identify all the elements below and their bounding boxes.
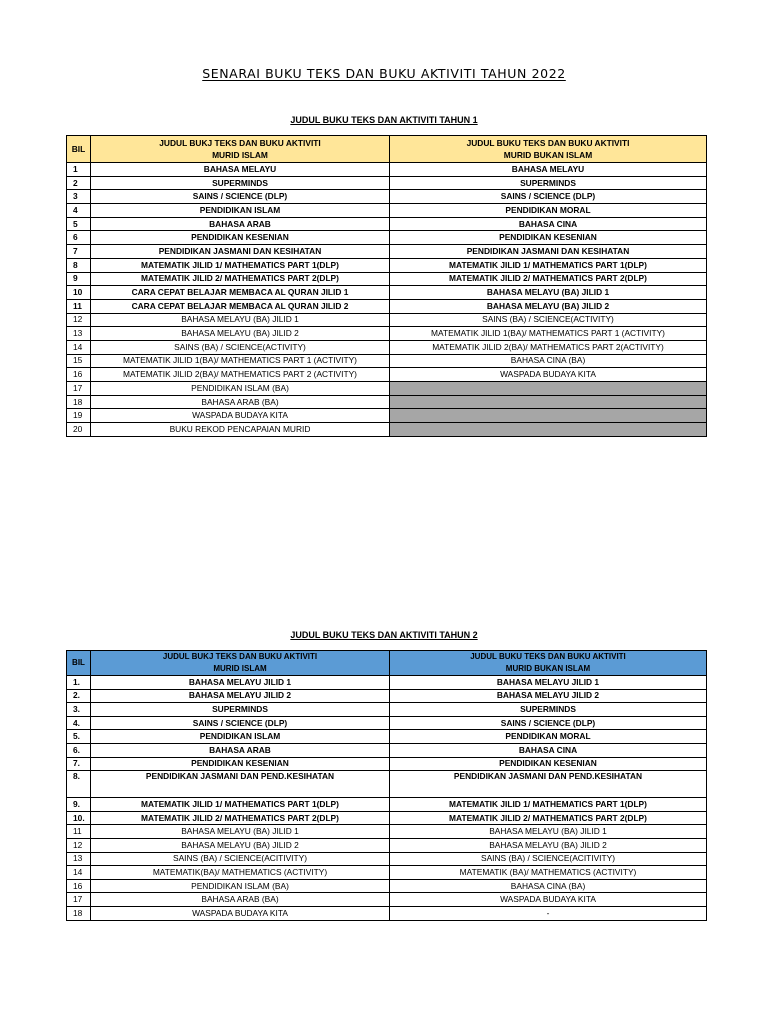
cell-murid-bukan-islam: SAINS / SCIENCE (DLP) [390,716,707,730]
cell-murid-bukan-islam: BAHASA MELAYU (BA) JILID 1 [390,286,707,300]
table-header-row [67,136,707,163]
table-row [67,299,707,313]
cell-bil: 15 [67,354,91,368]
cell-murid-bukan-islam: MATEMATIK JILID 1(BA)/ MATHEMATICS PART 1 (ACTIVITY) [390,327,707,341]
header-murid-bukan-islam [390,136,707,163]
cell-murid-islam: BAHASA MELAYU [91,163,390,177]
cell-murid-bukan-islam: MATEMATIK JILID 2(BA)/ MATHEMATICS PART 2(ACTIVITY) [390,340,707,354]
cell-murid-islam: MATEMATIK JILID 1(BA)/ MATHEMATICS PART 1 (ACTIVITY) [91,354,390,368]
cell-murid-bukan-islam: WASPADA BUDAYA KITA [390,368,707,382]
cell-murid-bukan-islam: SAINS (BA) / SCIENCE(ACITIVITY) [390,852,707,866]
cell-bil: 11 [67,299,91,313]
cell-murid-islam: PENDIDIKAN KESENIAN [91,757,390,771]
cell-bil: 3 [67,190,91,204]
table-row [67,771,707,798]
cell-murid-islam: MATEMATIK JILID 1/ MATHEMATICS PART 1(DLP) [91,258,390,272]
cell-murid-islam: PENDIDIKAN ISLAM [91,730,390,744]
cell-murid-bukan-islam: BAHASA CINA (BA) [390,879,707,893]
cell-bil: 13 [67,852,91,866]
header-murid-islam [91,651,390,676]
cell-murid-bukan-islam: PENDIDIKAN MORAL [390,204,707,218]
table-row [67,163,707,177]
cell-murid-bukan-islam: BAHASA MELAYU JILID 1 [390,676,707,690]
cell-murid-islam: BAHASA ARAB (BA) [91,395,390,409]
table-row [67,798,707,812]
cell-bil: 5. [67,730,91,744]
cell-bil: 20 [67,423,91,437]
cell-bil: 16 [67,879,91,893]
cell-bil: 18 [67,906,91,920]
cell-murid-islam: PENDIDIKAN ISLAM (BA) [91,382,390,396]
table-row [67,703,707,717]
cell-murid-bukan-islam: PENDIDIKAN JASMANI DAN KESIHATAN [390,245,707,259]
cell-murid-islam: WASPADA BUDAYA KITA [91,906,390,920]
section-title-tahun-1: JUDUL BUKU TEKS DAN AKTIVITI TAHUN 1 [290,115,478,125]
cell-murid-bukan-islam: PENDIDIKAN MORAL [390,730,707,744]
document-title: SENARAI BUKU TEKS DAN BUKU AKTIVITI TAHUN 2022 [202,66,566,81]
cell-bil: 10. [67,811,91,825]
cell-murid-bukan-islam [390,423,707,437]
cell-murid-bukan-islam: PENDIDIKAN KESENIAN [390,231,707,245]
cell-bil: 5 [67,217,91,231]
cell-murid-islam: MATEMATIK JILID 2/ MATHEMATICS PART 2(DLP) [91,272,390,286]
table-row [67,716,707,730]
cell-murid-bukan-islam: BAHASA MELAYU JILID 2 [390,689,707,703]
cell-murid-bukan-islam: MATEMATIK JILID 2/ MATHEMATICS PART 2(DLP) [390,272,707,286]
cell-murid-islam: BAHASA MELAYU (BA) JILID 2 [91,838,390,852]
cell-bil: 1. [67,676,91,690]
cell-murid-islam: CARA CEPAT BELAJAR MEMBACA AL QURAN JILID 2 [91,299,390,313]
cell-murid-islam: PENDIDIKAN ISLAM [91,204,390,218]
cell-murid-bukan-islam: SAINS (BA) / SCIENCE(ACTIVITY) [390,313,707,327]
header-line: MURID BUKAN ISLAM [505,664,591,673]
cell-bil: 1 [67,163,91,177]
table-header-row [67,651,707,676]
table-row [67,231,707,245]
cell-murid-islam: SUPERMINDS [91,703,390,717]
table-row [67,879,707,893]
header-murid-islam [91,136,390,163]
cell-bil: 11 [67,825,91,839]
table-row [67,272,707,286]
table-row [67,811,707,825]
table-row [67,327,707,341]
cell-murid-bukan-islam: SAINS / SCIENCE (DLP) [390,190,707,204]
cell-murid-islam: MATEMATIK JILID 1/ MATHEMATICS PART 1(DLP) [91,798,390,812]
cell-murid-bukan-islam: MATEMATIK (BA)/ MATHEMATICS (ACTIVITY) [390,866,707,880]
table-row [67,409,707,423]
cell-murid-islam: BUKU REKOD PENCAPAIAN MURID [91,423,390,437]
table-row [67,204,707,218]
header-line: JUDUL BUKU TEKS DAN BUKU AKTIVITI [466,138,630,148]
cell-bil: 7. [67,757,91,771]
cell-murid-islam: BAHASA MELAYU (BA) JILID 2 [91,327,390,341]
table-row [67,368,707,382]
table-row [67,825,707,839]
cell-murid-bukan-islam: BAHASA MELAYU (BA) JILID 1 [390,825,707,839]
cell-bil: 4. [67,716,91,730]
cell-bil: 3. [67,703,91,717]
cell-murid-islam: PENDIDIKAN JASMANI DAN KESIHATAN [91,245,390,259]
cell-bil: 6. [67,743,91,757]
cell-murid-islam: SAINS (BA) / SCIENCE(ACITIVITY) [91,852,390,866]
table-row [67,258,707,272]
cell-bil: 4 [67,204,91,218]
cell-murid-bukan-islam [390,409,707,423]
table-row [67,176,707,190]
table-row [67,676,707,690]
cell-murid-bukan-islam: BAHASA MELAYU [390,163,707,177]
cell-murid-islam: BAHASA ARAB (BA) [91,893,390,907]
cell-murid-islam: BAHASA ARAB [91,217,390,231]
cell-bil: 2. [67,689,91,703]
table-row [67,730,707,744]
cell-murid-islam: PENDIDIKAN JASMANI DAN PEND.KESIHATAN [91,771,390,798]
cell-murid-islam: BAHASA MELAYU (BA) JILID 1 [91,313,390,327]
cell-murid-bukan-islam: BAHASA MELAYU (BA) JILID 2 [390,838,707,852]
header-line: MURID ISLAM [212,150,268,160]
table-tahun-2 [66,650,707,921]
section-title-tahun-2: JUDUL BUKU TEKS DAN AKTIVITI TAHUN 2 [290,630,478,640]
table-row [67,852,707,866]
header-line: MURID ISLAM [213,664,267,673]
cell-murid-islam: MATEMATIK(BA)/ MATHEMATICS (ACTIVITY) [91,866,390,880]
cell-bil: 12 [67,838,91,852]
table-row [67,893,707,907]
cell-murid-bukan-islam: MATEMATIK JILID 1/ MATHEMATICS PART 1(DLP) [390,798,707,812]
cell-bil: 13 [67,327,91,341]
cell-bil: 6 [67,231,91,245]
cell-murid-bukan-islam: MATEMATIK JILID 2/ MATHEMATICS PART 2(DLP) [390,811,707,825]
cell-murid-islam: MATEMATIK JILID 2(BA)/ MATHEMATICS PART 2 (ACTIVITY) [91,368,390,382]
cell-bil: 14 [67,866,91,880]
cell-murid-islam: SAINS (BA) / SCIENCE(ACTIVITY) [91,340,390,354]
table-row [67,395,707,409]
cell-bil: 10 [67,286,91,300]
header-bil: BIL [67,136,91,163]
cell-murid-islam: SUPERMINDS [91,176,390,190]
cell-murid-islam: SAINS / SCIENCE (DLP) [91,716,390,730]
table-row [67,190,707,204]
cell-bil: 12 [67,313,91,327]
table-row [67,382,707,396]
cell-murid-islam: BAHASA MELAYU JILID 1 [91,676,390,690]
cell-murid-bukan-islam: SUPERMINDS [390,176,707,190]
cell-murid-bukan-islam: BAHASA CINA (BA) [390,354,707,368]
table-row [67,423,707,437]
cell-bil: 16 [67,368,91,382]
cell-murid-islam: MATEMATIK JILID 2/ MATHEMATICS PART 2(DLP) [91,811,390,825]
cell-bil: 9 [67,272,91,286]
table-row [67,866,707,880]
cell-murid-islam: CARA CEPAT BELAJAR MEMBACA AL QURAN JILID 1 [91,286,390,300]
cell-bil: 2 [67,176,91,190]
cell-bil: 9. [67,798,91,812]
cell-bil: 7 [67,245,91,259]
cell-murid-bukan-islam: - [390,906,707,920]
cell-bil: 18 [67,395,91,409]
cell-murid-bukan-islam [390,395,707,409]
table-row [67,286,707,300]
header-line: MURID BUKAN ISLAM [503,150,593,160]
table-row [67,757,707,771]
cell-murid-bukan-islam: MATEMATIK JILID 1/ MATHEMATICS PART 1(DLP) [390,258,707,272]
cell-murid-islam: BAHASA MELAYU JILID 2 [91,689,390,703]
header-line: JUDUL BUKJ TEKS DAN BUKU AKTIVITI [162,652,318,661]
table-row [67,906,707,920]
cell-murid-bukan-islam: WASPADA BUDAYA KITA [390,893,707,907]
cell-bil: 8. [67,771,91,798]
cell-murid-bukan-islam: BAHASA CINA [390,743,707,757]
header-bil: BIL [67,651,91,676]
table-row [67,217,707,231]
table-row [67,340,707,354]
cell-bil: 19 [67,409,91,423]
cell-murid-bukan-islam: PENDIDIKAN KESENIAN [390,757,707,771]
header-murid-bukan-islam [390,651,707,676]
cell-murid-bukan-islam: BAHASA MELAYU (BA) JILID 2 [390,299,707,313]
table-tahun-1 [66,135,707,437]
cell-murid-bukan-islam: PENDIDIKAN JASMANI DAN PEND.KESIHATAN [390,771,707,798]
table-row [67,245,707,259]
header-line: JUDUL BUKU TEKS DAN BUKU AKTIVITI [470,652,626,661]
cell-bil: 17 [67,382,91,396]
cell-murid-islam: BAHASA MELAYU (BA) JILID 1 [91,825,390,839]
cell-bil: 14 [67,340,91,354]
cell-bil: 8 [67,258,91,272]
cell-murid-islam: BAHASA ARAB [91,743,390,757]
header-line: JUDUL BUKJ TEKS DAN BUKU AKTIVITI [159,138,321,148]
cell-murid-islam: WASPADA BUDAYA KITA [91,409,390,423]
table-row [67,689,707,703]
cell-murid-bukan-islam [390,382,707,396]
table-row [67,743,707,757]
cell-bil: 17 [67,893,91,907]
cell-murid-islam: PENDIDIKAN KESENIAN [91,231,390,245]
cell-murid-bukan-islam: BAHASA CINA [390,217,707,231]
cell-murid-bukan-islam: SUPERMINDS [390,703,707,717]
cell-murid-islam: SAINS / SCIENCE (DLP) [91,190,390,204]
table-row [67,838,707,852]
table-row [67,354,707,368]
table-row [67,313,707,327]
cell-murid-islam: PENDIDIKAN ISLAM (BA) [91,879,390,893]
